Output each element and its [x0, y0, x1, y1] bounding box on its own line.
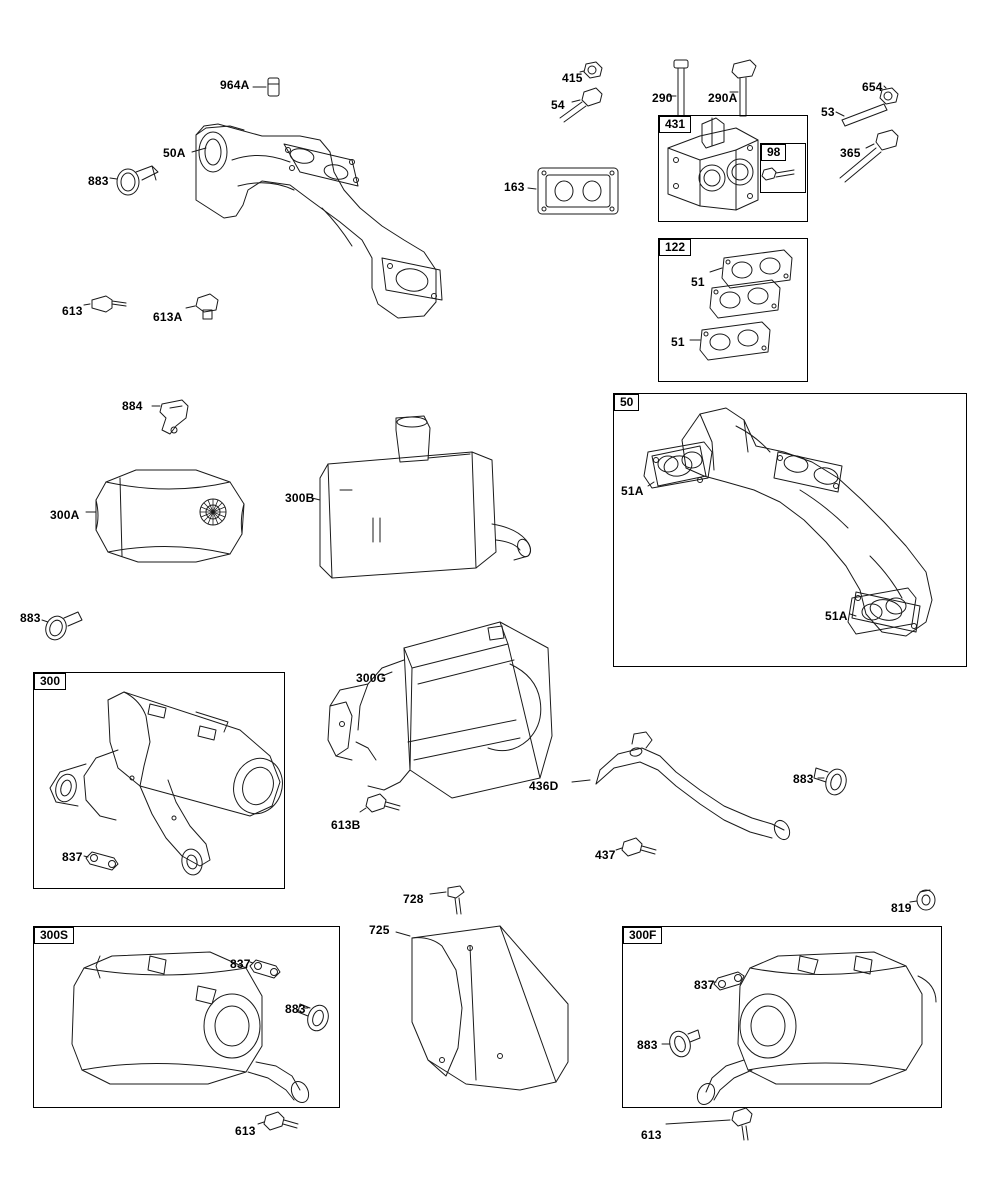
part-label-51a-a: 51A [621, 484, 644, 498]
part-label-837-b: 837 [230, 957, 251, 971]
part-613-bolt-2 [264, 1112, 298, 1130]
part-label-884: 884 [122, 399, 143, 413]
group-box-122 [658, 238, 808, 382]
part-label-163: 163 [504, 180, 525, 194]
part-label-436d: 436D [529, 779, 559, 793]
part-300b-muffler [320, 416, 533, 578]
part-884-clamp [160, 400, 188, 434]
part-label-883-e: 883 [637, 1038, 658, 1052]
part-437-bolt [622, 838, 656, 856]
part-290a-bolt [732, 60, 756, 116]
part-label-300b: 300B [285, 491, 315, 505]
part-label-964a: 964A [220, 78, 250, 92]
part-label-437: 437 [595, 848, 616, 862]
part-label-51-b: 51 [671, 335, 685, 349]
part-label-837-c: 837 [694, 978, 715, 992]
part-label-883-b: 883 [20, 611, 41, 625]
part-label-819: 819 [891, 901, 912, 915]
part-label-300a: 300A [50, 508, 80, 522]
part-label-290: 290 [652, 91, 673, 105]
part-label-883-c: 883 [793, 772, 814, 786]
part-883-clamp-3 [814, 767, 849, 797]
part-label-50a: 50A [163, 146, 186, 160]
group-box-50 [613, 393, 967, 667]
group-label-50: 50 [614, 394, 639, 411]
part-728-bolt [448, 886, 464, 914]
part-label-290a: 290A [708, 91, 738, 105]
part-label-725: 725 [369, 923, 390, 937]
part-label-837-a: 837 [62, 850, 83, 864]
part-415-nut [584, 62, 602, 78]
part-883-clamp-1 [117, 166, 158, 195]
part-613a-bolt [196, 294, 218, 319]
part-964a [253, 78, 279, 96]
part-54-bolt [560, 88, 602, 122]
part-883-clamp-2 [42, 612, 82, 643]
part-300g-muffler [328, 622, 552, 798]
group-label-300f: 300F [623, 927, 662, 944]
part-label-53: 53 [821, 105, 835, 119]
part-436d-exhaust-pipe [596, 732, 793, 842]
part-50a-intake-manifold [196, 124, 442, 318]
part-613-bolt-1 [92, 296, 126, 312]
part-label-883-d: 883 [285, 1002, 306, 1016]
part-label-728: 728 [403, 892, 424, 906]
group-box-300f [622, 926, 942, 1108]
part-label-613-c: 613 [641, 1128, 662, 1142]
part-613b-bolt [366, 794, 400, 812]
part-label-613a: 613A [153, 310, 183, 324]
part-label-613-a: 613 [62, 304, 83, 318]
group-label-122: 122 [659, 239, 691, 256]
part-163-gasket [538, 168, 618, 214]
part-label-883-a: 883 [88, 174, 109, 188]
group-label-300s: 300S [34, 927, 74, 944]
part-label-613-b: 613 [235, 1124, 256, 1138]
group-label-98: 98 [761, 144, 786, 161]
part-label-300g: 300G [356, 671, 387, 685]
part-label-613b: 613B [331, 818, 361, 832]
part-53-stud [842, 104, 887, 126]
part-819-washer [917, 890, 935, 910]
part-label-415: 415 [562, 71, 583, 85]
group-label-431: 431 [659, 116, 691, 133]
part-300a-muffler [96, 470, 244, 562]
part-label-54: 54 [551, 98, 565, 112]
part-613-bolt-3 [732, 1108, 752, 1140]
part-label-654: 654 [862, 80, 883, 94]
part-label-51a-b: 51A [825, 609, 848, 623]
group-box-300s [33, 926, 340, 1108]
part-label-51-a: 51 [691, 275, 705, 289]
part-725-heat-shield [412, 926, 568, 1090]
group-label-300: 300 [34, 673, 66, 690]
part-label-365: 365 [840, 146, 861, 160]
leader-50a [192, 148, 206, 152]
part-290-bolt [674, 60, 688, 120]
